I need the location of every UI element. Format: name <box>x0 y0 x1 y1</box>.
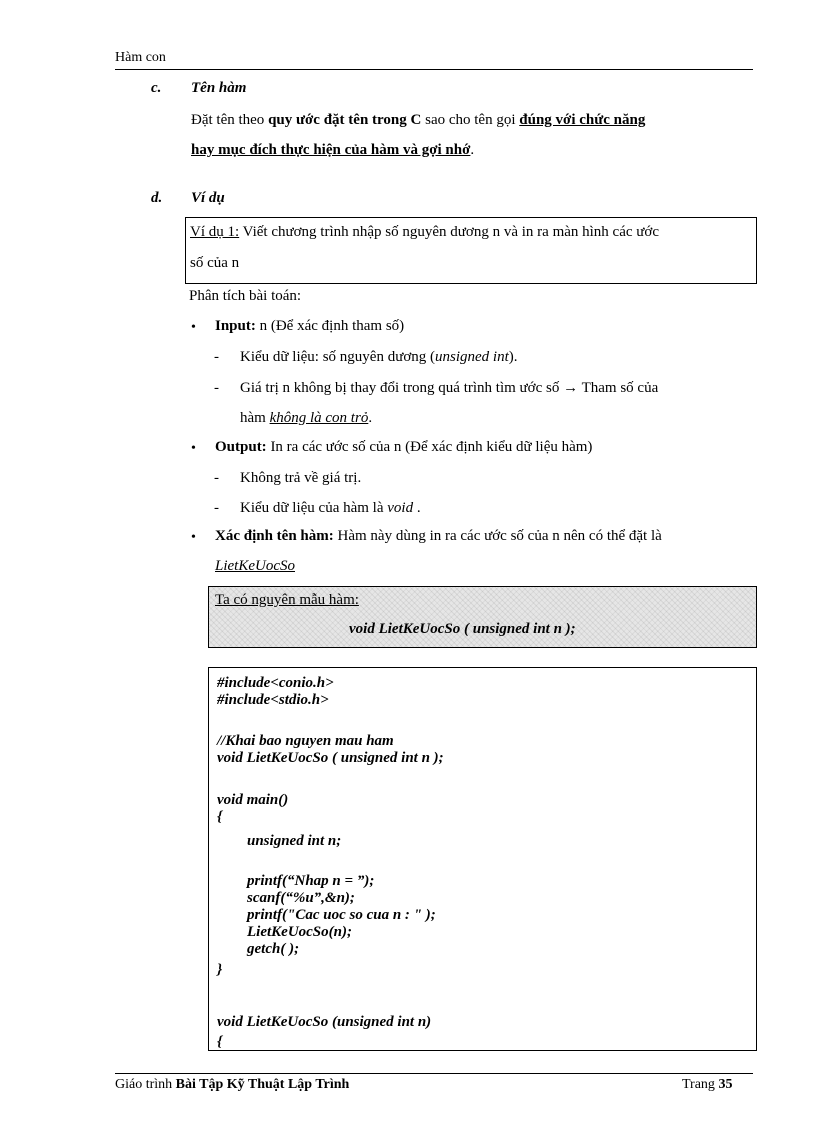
section-d-heading: Ví dụ <box>191 190 225 206</box>
input-dash2 <box>240 380 658 397</box>
input-dash1 <box>240 349 518 366</box>
text-run: Kiểu dữ liệu: số nguyên dương ( <box>240 349 435 365</box>
code-line: void LietKeUocSo ( unsigned int n ); <box>217 750 444 766</box>
text-run: ). <box>508 349 518 365</box>
text-run: quy ước đặt tên trong C <box>268 112 422 128</box>
text-run: không là con trỏ <box>269 410 369 426</box>
text-run: . <box>368 410 373 426</box>
text-run: Giáo trình <box>115 1077 176 1092</box>
book-title: Bài Tập Kỹ Thuật Lập Trình <box>175 1077 350 1092</box>
footer-page <box>682 1077 732 1093</box>
bullet-marker: • <box>191 530 196 545</box>
code-line: #include<conio.h> <box>217 675 334 691</box>
section-c-label: c. <box>151 80 162 96</box>
example-line1 <box>190 224 659 241</box>
function-name: LietKeUocSo <box>215 558 295 574</box>
section-c-heading: Tên hàm <box>191 80 247 96</box>
dash-marker: - <box>214 500 219 516</box>
text-run: Kiểu dữ liệu của hàm là <box>240 500 388 516</box>
code-line: scanf(“%u”,&n); <box>217 890 355 906</box>
text-run: Giá trị n không bị thay đổi trong quá trình tìm ước số <box>240 380 564 396</box>
input-line <box>215 318 404 335</box>
arrow-icon: → <box>563 380 579 396</box>
name-line <box>215 528 662 545</box>
dash-marker: - <box>214 470 219 486</box>
text-run: hay mục đích thực hiện của hàm và gợi nhớ <box>191 142 471 158</box>
output-label: Output: <box>215 439 267 455</box>
example-box <box>185 217 757 284</box>
code-line: void LietKeUocSo (unsigned int n) <box>217 1014 432 1030</box>
text-run: . <box>413 500 421 516</box>
section-c-paragraph-line2 <box>191 142 474 159</box>
prototype-code: void LietKeUocSo ( unsigned int n ); <box>349 621 576 637</box>
section-d-label: d. <box>151 190 163 206</box>
code-line: void main() <box>217 792 289 808</box>
code-line: { <box>217 1034 223 1050</box>
input-dash2-cont <box>240 410 372 427</box>
code-line: //Khai bao nguyen mau ham <box>217 733 394 749</box>
code-line: unsigned int n; <box>217 833 342 849</box>
output-dash1: Không trả về giá trị. <box>240 470 362 486</box>
page-number: 35 <box>718 1077 733 1092</box>
dash-marker: - <box>214 349 219 365</box>
output-dash2 <box>240 500 421 517</box>
code-line: getch( ); <box>217 941 300 957</box>
example-prefix: Ví dụ 1: <box>190 224 240 240</box>
section-c-paragraph-line1 <box>191 112 645 129</box>
name-label: Xác định tên hàm: <box>215 528 334 544</box>
text-run: In ra các ước số của n (Để xác định kiểu dữ liệu hàm) <box>266 439 593 455</box>
code-line: } <box>217 962 223 978</box>
code-line: printf(“Nhap n = ”); <box>217 873 375 889</box>
example-line2: số của n <box>190 255 240 271</box>
code-line: { <box>217 809 223 825</box>
footer-rule <box>115 1073 753 1074</box>
text-run: n (Để xác định tham số) <box>255 318 405 334</box>
bullet-marker: • <box>191 441 196 456</box>
code-line: printf("Cac uoc so cua n : " ); <box>217 907 436 923</box>
footer-book <box>115 1077 349 1093</box>
text-run: đúng với chức năng <box>519 112 646 128</box>
code-line: #include<stdio.h> <box>217 692 329 708</box>
analysis-intro: Phân tích bài toán: <box>189 288 302 304</box>
dash-marker: - <box>214 380 219 396</box>
text-run: . <box>470 142 475 158</box>
text-run: void <box>387 500 414 516</box>
text-run: unsigned int <box>435 349 509 365</box>
output-line <box>215 439 592 456</box>
running-header: Hàm con <box>115 50 166 65</box>
text-run: Trang <box>682 1077 719 1092</box>
bullet-marker: • <box>191 320 196 335</box>
text-run: Viết chương trình nhập số nguyên dương n và in ra màn hình các ước <box>239 224 660 240</box>
text-run: Đặt tên theo <box>191 112 269 128</box>
text-run: hàm <box>240 410 270 426</box>
code-line: LietKeUocSo(n); <box>217 924 352 940</box>
prototype-box <box>208 586 757 648</box>
prototype-label: Ta có nguyên mẫu hàm: <box>215 592 359 608</box>
input-label: Input: <box>215 318 256 334</box>
text-run: sao cho tên gọi <box>421 112 520 128</box>
text-run: Tham số của <box>578 380 659 396</box>
header-rule <box>115 69 753 70</box>
text-run: Hàm này dùng in ra các ước số của n nên có thể đặt là <box>333 528 662 544</box>
code-box <box>208 667 757 1051</box>
